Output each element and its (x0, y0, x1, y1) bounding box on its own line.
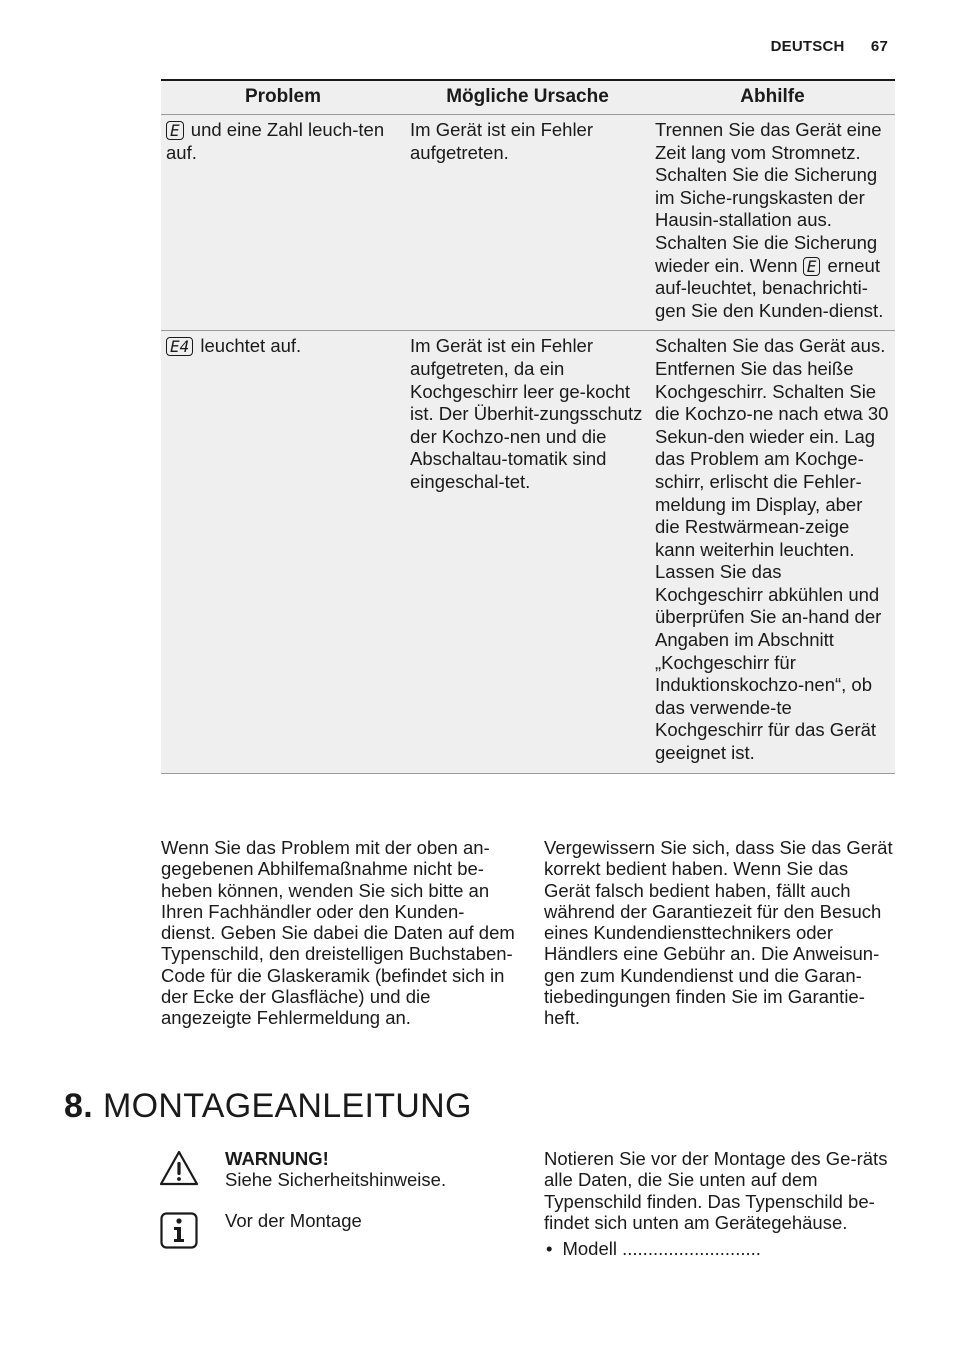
cause-cell: Im Gerät ist ein Fehler aufgetreten, da ein Kochgeschirr leer ge-kocht ist. Der Überhit-zungsschutz der Kochzo-nen und die Abschaltau-tomatik sind eingeschal-tet. (405, 331, 650, 773)
info-icon (160, 1212, 198, 1249)
remedy-cell (650, 115, 895, 331)
column-header-cause: Mögliche Ursache (405, 80, 650, 115)
table-row (161, 331, 895, 773)
display-code-icon: E (803, 257, 821, 276)
warning-icon (159, 1149, 199, 1187)
section-heading (64, 1087, 472, 1126)
display-code-icon: E (166, 121, 184, 140)
problem-text: und eine Zahl leuch-ten auf. (166, 119, 385, 163)
display-code-icon: E4 (166, 337, 193, 356)
problem-cell (161, 331, 405, 773)
section-title: MONTAGEANLEITUNG (102, 1087, 472, 1125)
warning-text: Siehe Sicherheitshinweise. (225, 1169, 447, 1190)
header-language: DEUTSCH (770, 38, 845, 55)
remedy-text-part: Trennen Sie das Gerät eine Zeit lang vom Stromnetz. Schalten Sie die Sicherung im Siche-rungskasten der Hausin-stallation aus. Schalten Sie die Sicherung wieder ein. Wenn (655, 119, 882, 276)
remedy-text-part: erneut auf-leuchtet, benachrichti-gen Sie den Kunden-dienst. (655, 254, 884, 321)
info-text: Vor der Montage (225, 1210, 362, 1231)
cause-cell: Im Gerät ist ein Fehler aufgetreten. (405, 115, 650, 331)
table-row (161, 115, 895, 331)
bullet-item-text: Modell ........................... (562, 1238, 761, 1259)
montage-intro-paragraph: Notieren Sie vor der Montage des Ge-räts alle Daten, die Sie unten auf dem Typenschild finden. Das Typenschild be-findet sich unten am Gerätegehäuse. (544, 1148, 888, 1233)
service-contact-paragraph: Wenn Sie das Problem mit der oben an-gegebenen Abhilfemaßnahme nicht be-heben können, wenden Sie sich bitte an Ihren Fachhändler oder den Kunden-dienst. Geben Sie dabei die Daten auf dem Typenschild, den dreistelligen Buchstaben-Code für die Glaskeramik (befindet sich in der Ecke der Glasfläche) und die angezeigte Fehlermeldung an. (161, 837, 515, 1029)
column-header-remedy: Abhilfe (650, 80, 895, 115)
operation-check-paragraph: Vergewissern Sie sich, dass Sie das Gerät korrekt bedient haben. Wenn Sie das Gerät falsch bedient haben, fällt auch während der Garantiezeit für den Besuch eines Kundendiensttechnikers oder Händlers eine Gebühr an. Die Anweisun-gen zum Kundendienst und die Garan-tiebedingungen finden Sie im Garantie-heft. (544, 837, 893, 1029)
page-header (771, 38, 888, 55)
page-number: 67 (870, 38, 888, 55)
list-item (546, 1238, 761, 1260)
section-number: 8. (64, 1087, 93, 1125)
bullet-icon: • (546, 1238, 553, 1259)
problem-text: leuchtet auf. (200, 335, 302, 357)
remedy-cell: Schalten Sie das Gerät aus. Entfernen Sie das heiße Kochgeschirr. Schalten Sie die Kochzo-ne nach etwa 30 Sekun-den wieder ein. Lag das Problem am Kochge-schirr, erlischt die Fehler-meldung im Display, aber die Restwärmean-zeige kann weiterhin leuchten. Lassen Sie das Kochgeschirr abkühlen und überprüfen Sie an-hand der Angaben im Abschnitt „Kochgeschirr für Induktionskochzo-nen“, ob das verwende-te Kochgeschirr für das Gerät geeignet ist. (650, 331, 895, 773)
troubleshooting-table (161, 79, 895, 774)
column-header-problem: Problem (161, 80, 405, 115)
table-header-row (161, 80, 895, 115)
warning-title: WARNUNG! (225, 1148, 329, 1169)
problem-cell (161, 115, 405, 331)
